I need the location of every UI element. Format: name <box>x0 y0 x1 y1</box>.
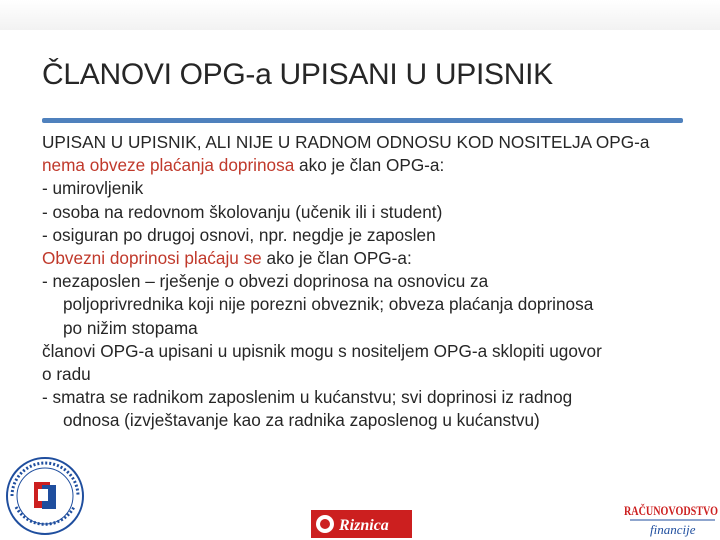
list-item-continuation: po nižim stopama <box>63 317 198 338</box>
title-underline <box>42 118 683 123</box>
top-band <box>0 0 720 30</box>
racunovodstvo-logo <box>620 498 720 538</box>
financije-wordmark: financije <box>650 522 696 537</box>
body-line: članovi OPG-a upisani u upisnik mogu s nositeljem OPG-a sklopiti ugovor <box>42 340 602 361</box>
list-item-continuation: poljoprivrednika koji nije porezni obveznik; obveza plaćanja doprinosa <box>63 294 594 315</box>
body-line: o radu <box>42 364 91 385</box>
slide-body <box>42 131 702 433</box>
list-item: - umirovljenik <box>42 178 144 199</box>
highlight-text: nema obveze plaćanja doprinosa <box>42 155 295 176</box>
body-line: nema obveze plaćanja doprinosa ako je član OPG-a: <box>42 155 445 176</box>
body-line: Obvezni doprinosi plaćaju se ako je član OPG-a: <box>42 248 412 269</box>
racunovodstvo-wordmark: RAČUNOVODSTVO <box>624 503 718 518</box>
body-line: UPISAN U UPISNIK, ALI NIJE U RADNOM ODNOSU KOD NOSITELJA OPG-a <box>42 132 650 152</box>
association-seal-logo <box>4 455 86 537</box>
list-item: - osoba na redovnom školovanju (učenik ili i student) <box>42 201 443 222</box>
riznica-wordmark: Riznica <box>339 517 389 534</box>
list-item: - osiguran po drugoj osnovi, npr. negdje je zaposlen <box>42 224 436 245</box>
list-item-continuation: odnosa (izvještavanje kao za radnika zaposlenog u kućanstvu) <box>63 410 540 431</box>
list-item: - smatra se radnikom zaposlenim u kućanstvu; svi doprinosi iz radnog <box>42 387 573 408</box>
slide-title: ČLANOVI OPG-a UPISANI U UPISNIK <box>42 58 553 91</box>
highlight-text: Obvezni doprinosi plaćaju se <box>42 248 262 269</box>
riznica-logo <box>311 510 412 538</box>
list-item: - nezaposlen – rješenje o obvezi doprinosa na osnovicu za <box>42 271 489 292</box>
